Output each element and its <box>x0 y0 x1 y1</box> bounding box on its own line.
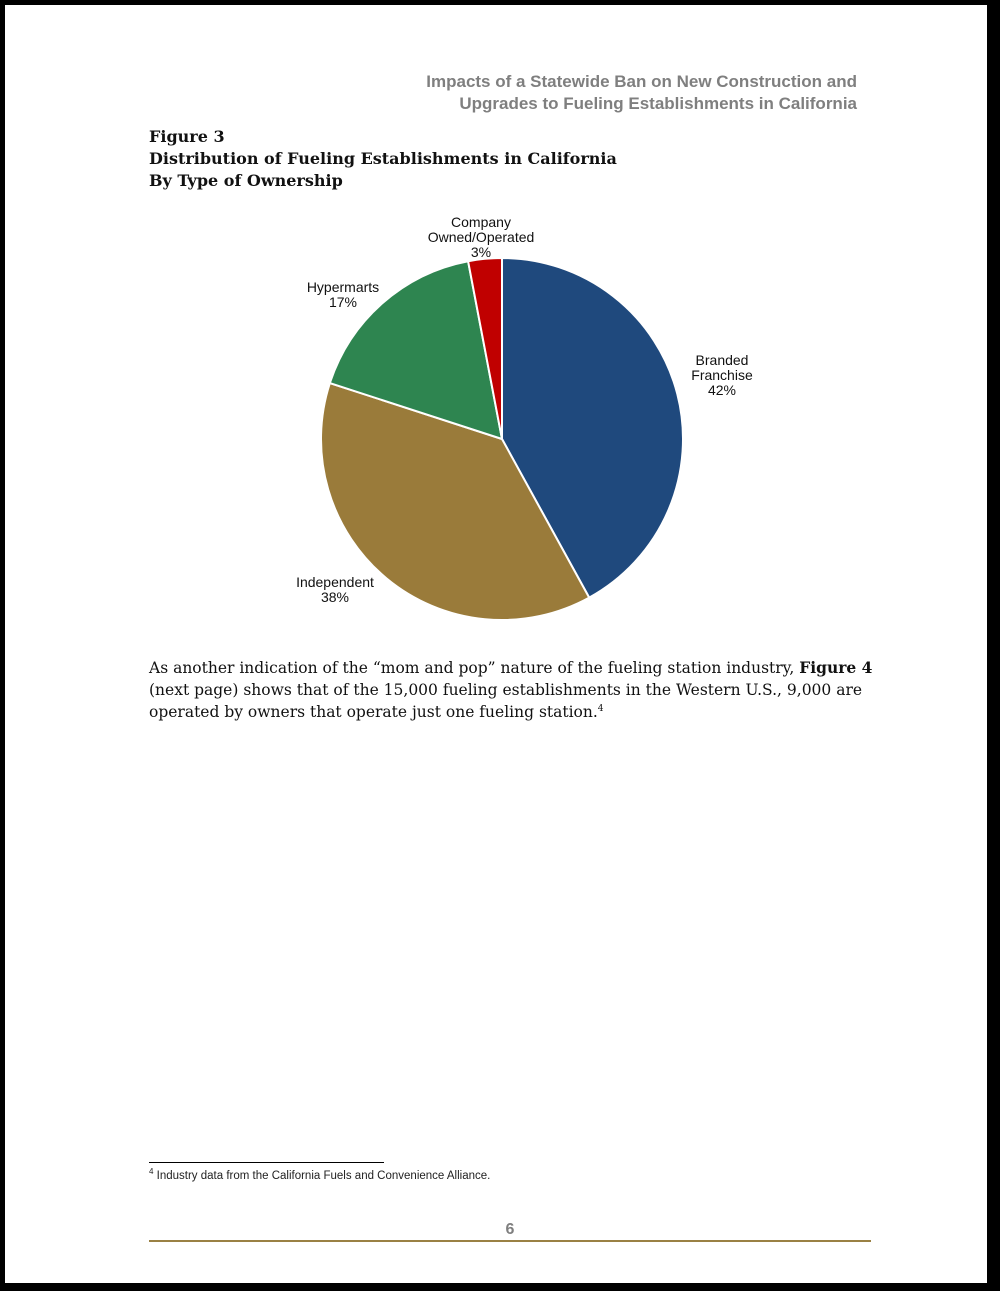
body-text-part-2: (next page) shows that of the 15,000 fueling establishments in the Western U.S., 9,000 are operated by owners that operate just one fueling station. <box>149 681 863 721</box>
page-number: 6 <box>505 1221 515 1238</box>
document-page <box>5 5 987 1283</box>
bottom-divider <box>149 1240 871 1242</box>
footnote-divider <box>149 1162 384 1163</box>
running-header-line-2: Upgrades to Fueling Establishments in California <box>459 94 857 113</box>
body-text-part-1: As another indication of the “mom and pop” nature of the fueling station industry, <box>149 659 795 677</box>
pie-chart <box>5 5 987 645</box>
figure-label: Figure 3 <box>149 127 225 146</box>
figure-title-line-2: By Type of Ownership <box>149 171 343 190</box>
figure-4-reference: Figure 4 <box>799 658 873 677</box>
footnote-number: 4 <box>149 1167 154 1177</box>
slice-label-hypermarts: Hypermarts 17% <box>306 279 380 310</box>
figure-title-line-1: Distribution of Fueling Establishments in California <box>149 149 617 168</box>
slice-label-company-owned-operated: Company Owned/Operated 3% <box>427 214 535 260</box>
footnote-text: Industry data from the California Fuels and Convenience Alliance. <box>153 1170 491 1182</box>
footnote <box>149 1167 491 1182</box>
slice-label-branded-franchise: Branded Franchise 42% <box>691 352 753 398</box>
running-header-line-1: Impacts of a Statewide Ban on New Construction and <box>426 72 857 91</box>
slice-label-independent: Independent 38% <box>296 574 374 605</box>
footnote-marker: 4 <box>597 703 604 714</box>
body-paragraph <box>149 657 884 723</box>
